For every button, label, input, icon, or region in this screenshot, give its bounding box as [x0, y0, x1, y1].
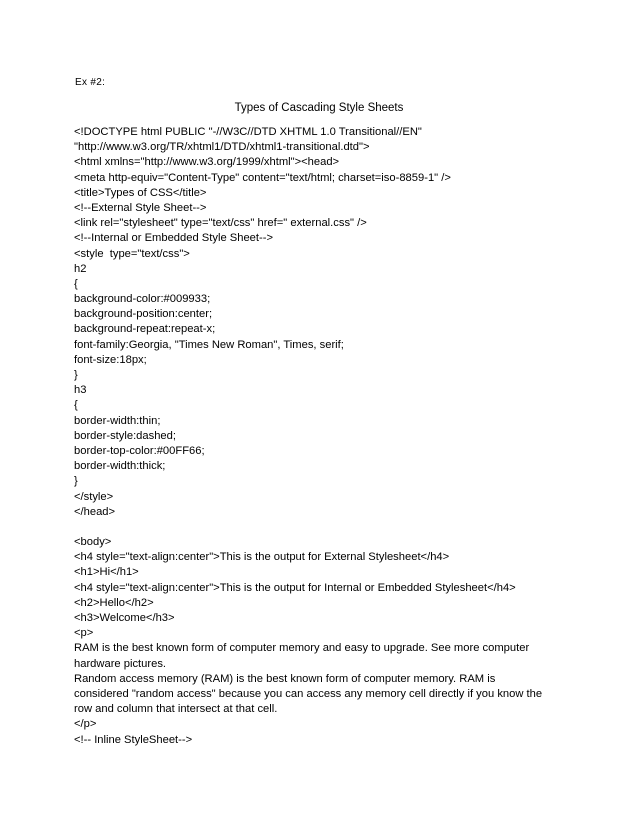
code-line: background-repeat:repeat-x;	[74, 323, 216, 336]
code-line: <meta http-equiv="Content-Type" content="text/html; charset=iso-8859-1" />	[74, 171, 451, 184]
code-line: font-family:Georgia, "Times New Roman", Times, serif;	[74, 338, 344, 351]
code-line: <body>	[74, 536, 112, 549]
code-line: <!-- Inline StyleSheet-->	[74, 733, 193, 746]
code-line: <title>Types of CSS</title>	[74, 186, 207, 199]
code-line: h2	[74, 262, 87, 275]
code-line: <!--Internal or Embedded Style Sheet-->	[74, 232, 273, 245]
code-line: considered "random access" because you can access any memory cell directly if you know the	[74, 687, 543, 700]
code-line: }	[74, 475, 78, 488]
code-line: border-top-color:#00FF66;	[74, 444, 205, 457]
code-line: <h4 style="text-align:center">This is the output for External Stylesheet</h4>	[74, 551, 450, 564]
code-line: <html xmlns="http://www.w3.org/1999/xhtml"><head>	[74, 156, 340, 169]
code-line: <!--External Style Sheet-->	[74, 201, 207, 214]
code-line: border-width:thick;	[74, 460, 166, 473]
code-line: <p>	[74, 627, 94, 640]
code-line: </p>	[74, 718, 97, 731]
code-line: <h3>Welcome</h3>	[74, 612, 175, 624]
code-line: }	[74, 369, 78, 381]
code-line: border-style:dashed;	[74, 429, 176, 442]
code-line: background-position:center;	[74, 308, 213, 321]
code-line: <!DOCTYPE html PUBLIC "-//W3C//DTD XHTML 1.0 Transitional//EN"	[74, 126, 422, 138]
code-line: </head>	[74, 505, 116, 518]
code-line: Random access memory (RAM) is the best known form of computer memory. RAM is	[74, 672, 496, 685]
code-line: hardware pictures.	[74, 657, 167, 670]
code-line: border-width:thin;	[74, 414, 161, 427]
code-line: {	[74, 399, 78, 412]
code-line: background-color:#009933;	[74, 293, 211, 306]
code-line: "http://www.w3.org/TR/xhtml1/DTD/xhtml1-transitional.dtd">	[74, 141, 370, 154]
document-title: Types of Cascading Style Sheets	[234, 102, 404, 114]
code-line: row and column that intersect at that cell.	[74, 703, 278, 716]
code-listing	[74, 125, 574, 748]
code-line: h3	[74, 384, 87, 397]
code-line: <h1>Hi</h1>	[74, 566, 139, 579]
code-line	[74, 520, 574, 535]
code-line: </style>	[74, 490, 114, 503]
code-line: font-size:18px;	[74, 353, 147, 366]
code-line: <h4 style="text-align:center">This is the output for Internal or Embedded Stylesheet</h4>	[74, 581, 516, 594]
code-line: <h2>Hello</h2>	[74, 596, 154, 609]
code-line: RAM is the best known form of computer memory and easy to upgrade. See more computer	[74, 642, 530, 655]
code-line: {	[74, 277, 78, 290]
exercise-label: Ex #2:	[75, 77, 106, 88]
code-line: <link rel="stylesheet" type="text/css" href=" external.css" />	[74, 217, 367, 230]
code-line: <style type="text/css">	[74, 247, 190, 260]
